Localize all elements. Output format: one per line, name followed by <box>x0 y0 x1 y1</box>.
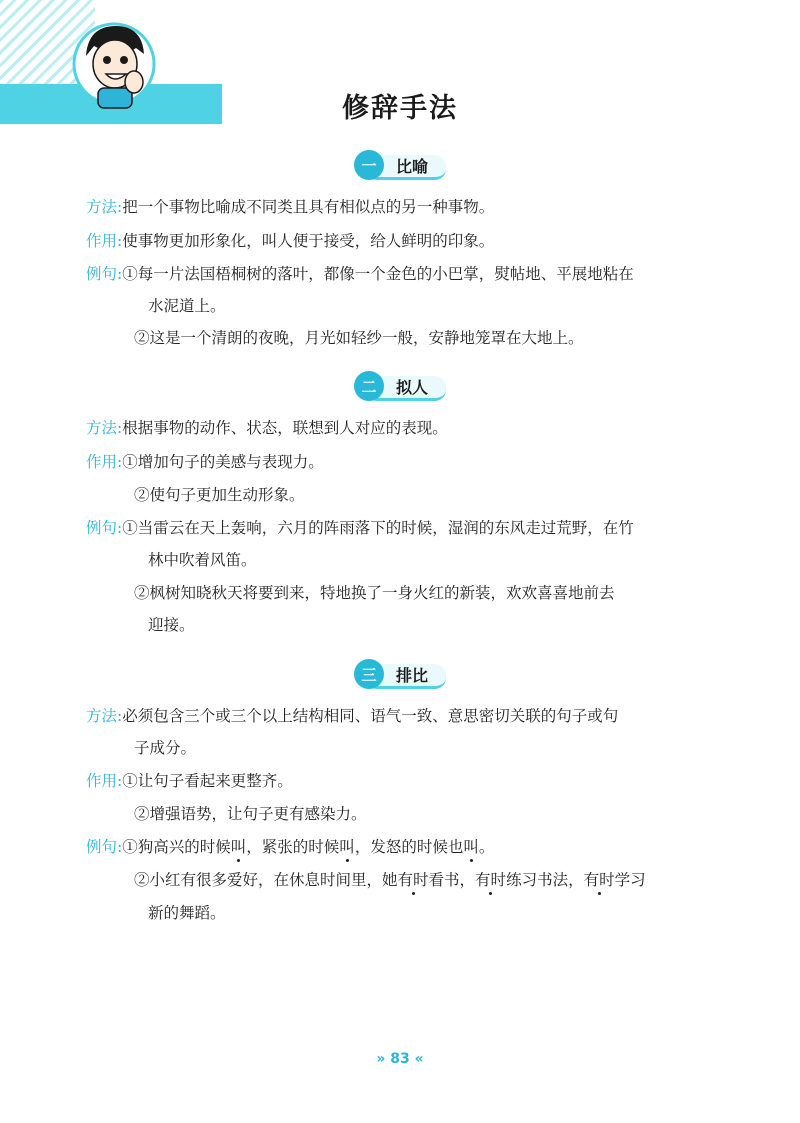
example-continuation: 林中吹着风笛。 <box>148 551 257 569</box>
method-line <box>86 706 618 726</box>
effect-line <box>86 452 324 472</box>
method-label: 方法 : <box>86 419 122 437</box>
example-continuation: 迎接。 <box>148 616 195 634</box>
double-chevron-right-icon: » <box>376 1051 386 1067</box>
example-text: ①当雷云在天上轰响，六月的阵雨落下的时候，湿润的东风走过荒野，在竹 <box>122 519 634 537</box>
effect-line <box>86 771 293 791</box>
effect-label: 作用 : <box>86 772 122 790</box>
example-text-2: ②枫树知晓秋天将要到来，特地换了一身火红的新装，欢欢喜喜地前去 <box>134 584 615 602</box>
text-segment: 看书， <box>428 871 476 889</box>
emphasis-word: 有时 <box>397 871 429 889</box>
page-number <box>0 1051 800 1067</box>
method-label: 方法 : <box>86 198 122 216</box>
method-text: 必须包含三个或三个以上结构相同、语气一致、意思密切关联的句子或句 <box>122 707 619 725</box>
emphasis-word: 有时 <box>583 871 615 889</box>
section-badge-1 <box>354 150 428 180</box>
emphasis-word: 叫 <box>230 838 247 856</box>
emphasis-word: 叫 <box>339 838 355 856</box>
effect-text-2: ②使句子更加生动形象。 <box>134 486 305 504</box>
method-label: 方法 : <box>86 707 122 725</box>
section-title: 排比 <box>396 665 429 685</box>
example-line <box>86 264 634 284</box>
effect-text-2: ②增强语势，让句子更有感染力。 <box>134 805 367 823</box>
example-continuation: 新的舞蹈。 <box>148 904 226 922</box>
example-text-2 <box>134 870 646 890</box>
page-number-text: 83 <box>390 1051 410 1067</box>
example-line <box>86 518 634 538</box>
example-line <box>86 837 494 857</box>
section-badge-3 <box>354 659 428 689</box>
double-chevron-left-icon: « <box>414 1051 424 1067</box>
example-text-2: ②这是一个清朗的夜晚，月光如轻纱一般，安静地笼罩在大地上。 <box>134 329 584 347</box>
example-text: ①每一片法国梧桐树的落叶，都像一个金色的小巴掌，熨帖地、平展地粘在 <box>122 265 634 283</box>
effect-label: 作用 : <box>86 453 122 471</box>
section-title: 拟人 <box>396 377 429 397</box>
effect-line <box>86 231 494 251</box>
example-label: 例句 : <box>86 838 122 856</box>
section-badge-2 <box>354 371 428 401</box>
text-segment: 学习 <box>614 871 646 889</box>
text-segment: ，紧张的时候 <box>246 838 340 856</box>
text-segment: ①狗高兴的时候 <box>122 838 231 856</box>
effect-text: ①让句子看起来更整齐。 <box>122 772 293 790</box>
page-title: 修辞手法 <box>342 93 458 124</box>
method-line <box>86 418 448 438</box>
method-text: 把一个事物比喻成不同类且具有相似点的另一种事物。 <box>122 198 495 216</box>
method-line <box>86 197 494 217</box>
example-label: 例句 : <box>86 519 122 537</box>
text-segment: ，发怒的时候也 <box>354 838 464 856</box>
example-text <box>122 838 494 856</box>
method-text: 根据事物的动作、状态，联想到人对应的表现。 <box>122 419 448 437</box>
effect-label: 作用 : <box>86 232 122 250</box>
section-number: 二 <box>354 371 384 401</box>
text-segment: ②小红有很多爱好，在休息时间里，她 <box>134 871 398 889</box>
section-number: 三 <box>354 659 384 689</box>
emphasis-word: 有时 <box>475 871 507 889</box>
effect-text: 使事物更加形象化，叫人便于接受，给人鲜明的印象。 <box>122 232 495 250</box>
method-continuation: 子成分。 <box>134 739 197 757</box>
emphasis-word: 叫 <box>463 838 479 856</box>
text-segment: 。 <box>478 838 495 856</box>
effect-text: ①增加句子的美感与表现力。 <box>122 453 324 471</box>
section-title: 比喻 <box>396 156 429 176</box>
section-number: 一 <box>354 150 384 180</box>
text-segment: 练习书法， <box>506 871 584 889</box>
example-continuation: 水泥道上。 <box>148 297 226 315</box>
example-label: 例句 : <box>86 265 122 283</box>
